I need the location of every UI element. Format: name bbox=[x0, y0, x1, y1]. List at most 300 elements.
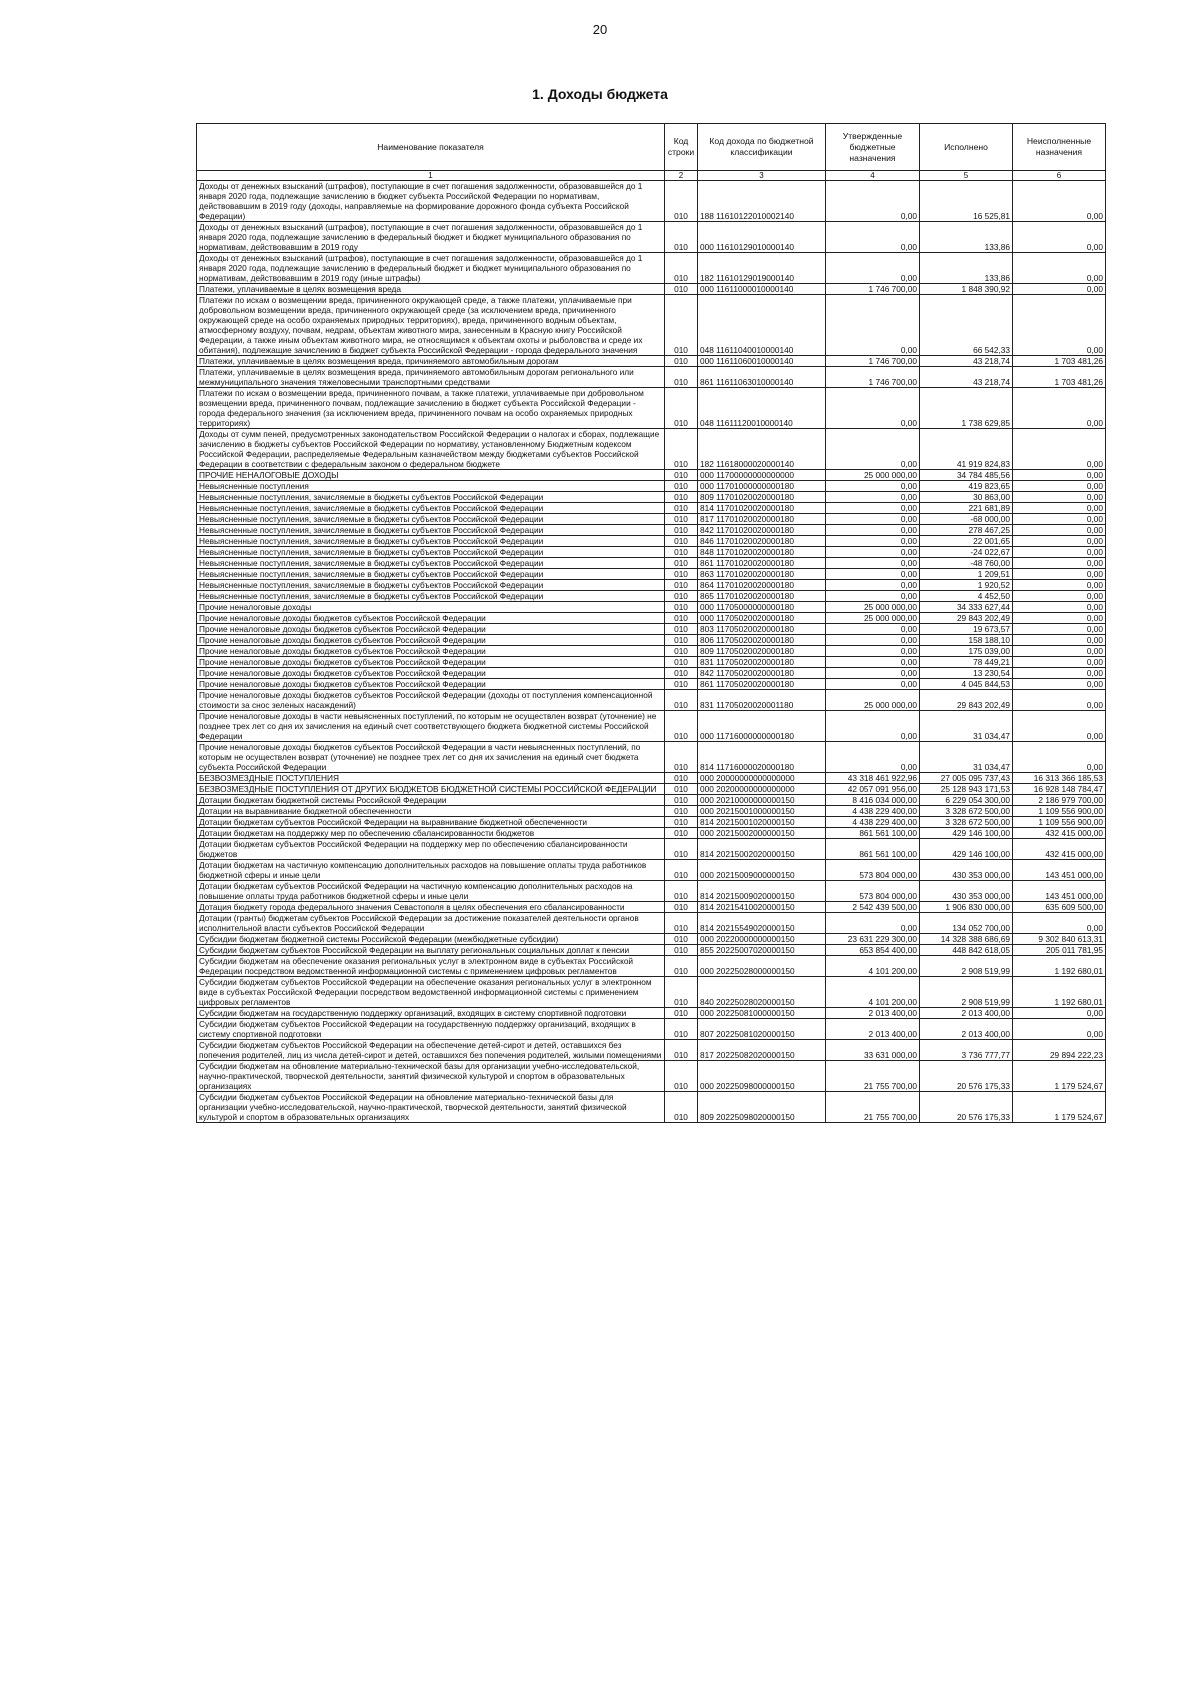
cell-unexecuted: 0,00 bbox=[1013, 525, 1106, 536]
cell-classification-code: 865 11701020020000180 bbox=[698, 591, 826, 602]
table-row bbox=[197, 613, 1106, 624]
table-row bbox=[197, 602, 1106, 613]
cell-classification-code: 814 11716000020000180 bbox=[698, 742, 826, 773]
cell-classification-code: 846 11701020020000180 bbox=[698, 536, 826, 547]
cell-unexecuted: 1 192 680,01 bbox=[1013, 977, 1106, 1008]
cell-approved: 4 101 200,00 bbox=[826, 956, 920, 977]
table-row bbox=[197, 711, 1106, 742]
cell-line-code: 010 bbox=[665, 503, 698, 514]
cell-executed: 430 353 000,00 bbox=[920, 881, 1013, 902]
cell-approved: 0,00 bbox=[826, 503, 920, 514]
cell-classification-code: 188 11610122010002140 bbox=[698, 181, 826, 222]
cell-approved: 0,00 bbox=[826, 514, 920, 525]
cell-classification-code: 814 20215549020000150 bbox=[698, 913, 826, 934]
cell-classification-code: 814 20215009020000150 bbox=[698, 881, 826, 902]
cell-indicator-name: Невыясненные поступления, зачисляемые в бюджеты субъектов Российской Федерации bbox=[197, 492, 665, 503]
cell-executed: 158 188,10 bbox=[920, 635, 1013, 646]
cell-unexecuted: 0,00 bbox=[1013, 602, 1106, 613]
cell-unexecuted: 2 186 979 700,00 bbox=[1013, 795, 1106, 806]
cell-line-code: 010 bbox=[665, 956, 698, 977]
table-header bbox=[197, 124, 1106, 181]
cell-indicator-name: Прочие неналоговые доходы бюджетов субъектов Российской Федерации bbox=[197, 657, 665, 668]
cell-approved: 0,00 bbox=[826, 295, 920, 356]
cell-classification-code: 842 11701020020000180 bbox=[698, 525, 826, 536]
cell-unexecuted: 0,00 bbox=[1013, 388, 1106, 429]
cell-executed: -68 000,00 bbox=[920, 514, 1013, 525]
cell-line-code: 010 bbox=[665, 806, 698, 817]
header-indicator-name: Наименование показателя bbox=[197, 124, 665, 171]
cell-line-code: 010 bbox=[665, 284, 698, 295]
cell-line-code: 010 bbox=[665, 679, 698, 690]
cell-indicator-name: Прочие неналоговые доходы бюджетов субъектов Российской Федерации bbox=[197, 613, 665, 624]
table-row bbox=[197, 956, 1106, 977]
table-row bbox=[197, 492, 1106, 503]
cell-executed: 2 908 519,99 bbox=[920, 956, 1013, 977]
cell-executed: 16 525,81 bbox=[920, 181, 1013, 222]
cell-approved: 4 438 229 400,00 bbox=[826, 806, 920, 817]
cell-line-code: 010 bbox=[665, 839, 698, 860]
table-row bbox=[197, 945, 1106, 956]
table-row bbox=[197, 356, 1106, 367]
cell-classification-code: 000 11700000000000000 bbox=[698, 470, 826, 481]
cell-unexecuted: 1 192 680,01 bbox=[1013, 956, 1106, 977]
cell-classification-code: 000 20220000000000150 bbox=[698, 934, 826, 945]
table-row bbox=[197, 536, 1106, 547]
cell-classification-code: 855 20225007020000150 bbox=[698, 945, 826, 956]
cell-unexecuted: 0,00 bbox=[1013, 569, 1106, 580]
cell-executed: 1 906 830 000,00 bbox=[920, 902, 1013, 913]
cell-approved: 25 000 000,00 bbox=[826, 602, 920, 613]
table-row bbox=[197, 773, 1106, 784]
cell-approved: 2 013 400,00 bbox=[826, 1008, 920, 1019]
cell-classification-code: 000 11716000000000180 bbox=[698, 711, 826, 742]
cell-classification-code: 809 20225098020000150 bbox=[698, 1092, 826, 1123]
cell-line-code: 010 bbox=[665, 817, 698, 828]
cell-unexecuted: 0,00 bbox=[1013, 253, 1106, 284]
cell-unexecuted: 0,00 bbox=[1013, 181, 1106, 222]
cell-indicator-name: ПРОЧИЕ НЕНАЛОГОВЫЕ ДОХОДЫ bbox=[197, 470, 665, 481]
cell-unexecuted: 0,00 bbox=[1013, 481, 1106, 492]
table-row bbox=[197, 828, 1106, 839]
table-row bbox=[197, 977, 1106, 1008]
cell-executed: 13 230,54 bbox=[920, 668, 1013, 679]
cell-classification-code: 848 11701020020000180 bbox=[698, 547, 826, 558]
cell-classification-code: 817 11701020020000180 bbox=[698, 514, 826, 525]
cell-indicator-name: Невыясненные поступления, зачисляемые в бюджеты субъектов Российской Федерации bbox=[197, 547, 665, 558]
cell-line-code: 010 bbox=[665, 902, 698, 913]
cell-unexecuted: 0,00 bbox=[1013, 742, 1106, 773]
cell-line-code: 010 bbox=[665, 657, 698, 668]
table-row bbox=[197, 860, 1106, 881]
table-row bbox=[197, 881, 1106, 902]
cell-executed: 6 229 054 300,00 bbox=[920, 795, 1013, 806]
table-row bbox=[197, 481, 1106, 492]
table-row bbox=[197, 1092, 1106, 1123]
cell-line-code: 010 bbox=[665, 881, 698, 902]
cell-classification-code: 861 11611063010000140 bbox=[698, 367, 826, 388]
cell-approved: 1 746 700,00 bbox=[826, 356, 920, 367]
cell-approved: 33 631 000,00 bbox=[826, 1040, 920, 1061]
cell-approved: 42 057 091 956,00 bbox=[826, 784, 920, 795]
cell-line-code: 010 bbox=[665, 181, 698, 222]
cell-executed: 2 013 400,00 bbox=[920, 1008, 1013, 1019]
cell-unexecuted: 0,00 bbox=[1013, 284, 1106, 295]
cell-indicator-name: Субсидии бюджетам на обновление материально-технической базы для организации учебно-исследовательской, научно-практической, творческой деятельности, занятий физической культурой и спортом в образовательных организациях bbox=[197, 1061, 665, 1092]
cell-line-code: 010 bbox=[665, 569, 698, 580]
cell-indicator-name: Прочие неналоговые доходы бюджетов субъектов Российской Федерации bbox=[197, 624, 665, 635]
table-row bbox=[197, 558, 1106, 569]
cell-line-code: 010 bbox=[665, 536, 698, 547]
cell-indicator-name: Доходы от сумм пеней, предусмотренных законодательством Российской Федерации о налогах и сборах, подлежащие зачислению в бюджеты субъектов Российской Федерации по нормативу, установленному Бюджетным кодексом Российской Федерации, распределяемые Федеральным казначейством между бюджетами субъектов Российской Федерации в соответствии с федеральным законом о федеральном бюджете bbox=[197, 429, 665, 470]
cell-line-code: 010 bbox=[665, 388, 698, 429]
cell-unexecuted: 1 179 524,67 bbox=[1013, 1092, 1106, 1123]
cell-indicator-name: БЕЗВОЗМЕЗДНЫЕ ПОСТУПЛЕНИЯ ОТ ДРУГИХ БЮДЖЕТОВ БЮДЖЕТНОЙ СИСТЕМЫ РОССИЙСКОЙ ФЕДЕРАЦИИ bbox=[197, 784, 665, 795]
header-number: 6 bbox=[1013, 171, 1106, 181]
cell-classification-code: 863 11701020020000180 bbox=[698, 569, 826, 580]
cell-executed: 27 005 095 737,43 bbox=[920, 773, 1013, 784]
cell-approved: 21 755 700,00 bbox=[826, 1061, 920, 1092]
cell-executed: 31 034,47 bbox=[920, 742, 1013, 773]
cell-indicator-name: Платежи, уплачиваемые в целях возмещения вреда, причиняемого автомобильным дорогам регионального или межмуниципального значения тяжеловесными транспортными средствами bbox=[197, 367, 665, 388]
cell-line-code: 010 bbox=[665, 1019, 698, 1040]
table-row bbox=[197, 839, 1106, 860]
cell-line-code: 010 bbox=[665, 668, 698, 679]
cell-executed: 14 328 388 686,69 bbox=[920, 934, 1013, 945]
table-row bbox=[197, 569, 1106, 580]
cell-unexecuted: 0,00 bbox=[1013, 711, 1106, 742]
table-row bbox=[197, 1008, 1106, 1019]
cell-indicator-name: Платежи, уплачиваемые в целях возмещения вреда, причиняемого автомобильным дорогам bbox=[197, 356, 665, 367]
cell-indicator-name: Дотации бюджетам на частичную компенсацию дополнительных расходов на повышение оплаты труда работников бюджетной сферы и иные цели bbox=[197, 860, 665, 881]
table-row bbox=[197, 514, 1106, 525]
cell-approved: 2 013 400,00 bbox=[826, 1019, 920, 1040]
cell-executed: 133,86 bbox=[920, 222, 1013, 253]
cell-indicator-name: Прочие неналоговые доходы бюджетов субъектов Российской Федерации bbox=[197, 646, 665, 657]
cell-executed: 19 673,57 bbox=[920, 624, 1013, 635]
cell-classification-code: 000 20225081000000150 bbox=[698, 1008, 826, 1019]
table-row bbox=[197, 388, 1106, 429]
cell-unexecuted: 0,00 bbox=[1013, 429, 1106, 470]
cell-indicator-name: Невыясненные поступления, зачисляемые в бюджеты субъектов Российской Федерации bbox=[197, 514, 665, 525]
cell-unexecuted: 0,00 bbox=[1013, 514, 1106, 525]
table-row bbox=[197, 690, 1106, 711]
cell-line-code: 010 bbox=[665, 913, 698, 934]
cell-indicator-name: Доходы от денежных взысканий (штрафов), поступающие в счет погашения задолженности, образовавшейся до 1 января 2020 года, подлежащие зачислению в федеральный бюджет и бюджет муниципального образования по нормативам, действовавшим в 2019 году bbox=[197, 222, 665, 253]
cell-unexecuted: 0,00 bbox=[1013, 690, 1106, 711]
cell-classification-code: 840 20225028020000150 bbox=[698, 977, 826, 1008]
cell-approved: 43 318 461 922,96 bbox=[826, 773, 920, 784]
cell-classification-code: 817 20225082020000150 bbox=[698, 1040, 826, 1061]
cell-executed: 43 218,74 bbox=[920, 356, 1013, 367]
cell-line-code: 010 bbox=[665, 784, 698, 795]
cell-line-code: 010 bbox=[665, 470, 698, 481]
cell-classification-code: 000 11611000010000140 bbox=[698, 284, 826, 295]
cell-executed: 29 843 202,49 bbox=[920, 613, 1013, 624]
cell-unexecuted: 0,00 bbox=[1013, 913, 1106, 934]
cell-approved: 0,00 bbox=[826, 913, 920, 934]
cell-classification-code: 831 11705020020000180 bbox=[698, 657, 826, 668]
cell-approved: 0,00 bbox=[826, 547, 920, 558]
cell-classification-code: 000 20215009000000150 bbox=[698, 860, 826, 881]
cell-line-code: 010 bbox=[665, 367, 698, 388]
cell-approved: 0,00 bbox=[826, 253, 920, 284]
cell-indicator-name: Невыясненные поступления bbox=[197, 481, 665, 492]
header-row bbox=[197, 124, 1106, 171]
cell-line-code: 010 bbox=[665, 1092, 698, 1123]
cell-approved: 0,00 bbox=[826, 635, 920, 646]
table-row bbox=[197, 547, 1106, 558]
cell-approved: 0,00 bbox=[826, 492, 920, 503]
cell-executed: 29 843 202,49 bbox=[920, 690, 1013, 711]
cell-indicator-name: Дотации бюджетам субъектов Российской Федерации на выравнивание бюджетной обеспеченности bbox=[197, 817, 665, 828]
cell-approved: 0,00 bbox=[826, 679, 920, 690]
cell-indicator-name: Прочие неналоговые доходы бюджетов субъектов Российской Федерации bbox=[197, 679, 665, 690]
cell-unexecuted: 0,00 bbox=[1013, 668, 1106, 679]
cell-classification-code: 803 11705020020000180 bbox=[698, 624, 826, 635]
cell-approved: 653 854 400,00 bbox=[826, 945, 920, 956]
cell-line-code: 010 bbox=[665, 429, 698, 470]
table-row bbox=[197, 913, 1106, 934]
cell-approved: 0,00 bbox=[826, 536, 920, 547]
cell-unexecuted: 0,00 bbox=[1013, 580, 1106, 591]
header-classification-code: Код дохода по бюджетной классификации bbox=[698, 124, 826, 171]
cell-executed: 66 542,33 bbox=[920, 295, 1013, 356]
cell-executed: 3 328 672 500,00 bbox=[920, 817, 1013, 828]
cell-classification-code: 814 20215410020000150 bbox=[698, 902, 826, 913]
cell-classification-code: 000 11705020020000180 bbox=[698, 613, 826, 624]
cell-indicator-name: Невыясненные поступления, зачисляемые в бюджеты субъектов Российской Федерации bbox=[197, 569, 665, 580]
header-executed: Исполнено bbox=[920, 124, 1013, 171]
cell-classification-code: 814 11701020020000180 bbox=[698, 503, 826, 514]
cell-line-code: 010 bbox=[665, 580, 698, 591]
cell-classification-code: 000 20215002000000150 bbox=[698, 828, 826, 839]
cell-indicator-name: Субсидии бюджетам субъектов Российской Федерации на обновление материально-технической базы для организации учебно-исследовательской, научно-практической, творческой деятельности, занятий физической культурой и спортом в образовательных организациях bbox=[197, 1092, 665, 1123]
table-row bbox=[197, 1019, 1106, 1040]
table-row bbox=[197, 657, 1106, 668]
cell-executed: 4 045 844,53 bbox=[920, 679, 1013, 690]
cell-approved: 573 804 000,00 bbox=[826, 860, 920, 881]
cell-line-code: 010 bbox=[665, 547, 698, 558]
cell-line-code: 010 bbox=[665, 525, 698, 536]
cell-classification-code: 000 20000000000000000 bbox=[698, 773, 826, 784]
header-number: 3 bbox=[698, 171, 826, 181]
table-row bbox=[197, 1040, 1106, 1061]
table-row bbox=[197, 503, 1106, 514]
cell-approved: 0,00 bbox=[826, 657, 920, 668]
cell-executed: 2 013 400,00 bbox=[920, 1019, 1013, 1040]
table-row bbox=[197, 902, 1106, 913]
cell-classification-code: 861 11701020020000180 bbox=[698, 558, 826, 569]
header-approved: Утвержденные бюджетные назначения bbox=[826, 124, 920, 171]
cell-classification-code: 806 11705020020000180 bbox=[698, 635, 826, 646]
cell-approved: 0,00 bbox=[826, 646, 920, 657]
cell-executed: 34 333 627,44 bbox=[920, 602, 1013, 613]
cell-unexecuted: 9 302 840 613,31 bbox=[1013, 934, 1106, 945]
header-number: 5 bbox=[920, 171, 1013, 181]
cell-indicator-name: Невыясненные поступления, зачисляемые в бюджеты субъектов Российской Федерации bbox=[197, 503, 665, 514]
cell-indicator-name: Дотации бюджетам бюджетной системы Российской Федерации bbox=[197, 795, 665, 806]
cell-indicator-name: Прочие неналоговые доходы бюджетов субъектов Российской Федерации bbox=[197, 635, 665, 646]
cell-indicator-name: Субсидии бюджетам субъектов Российской Федерации на выплату региональных социальных доплат к пенсии bbox=[197, 945, 665, 956]
cell-classification-code: 000 11705000000000180 bbox=[698, 602, 826, 613]
cell-indicator-name: Платежи, уплачиваемые в целях возмещения вреда bbox=[197, 284, 665, 295]
cell-classification-code: 000 20215001000000150 bbox=[698, 806, 826, 817]
table-row bbox=[197, 934, 1106, 945]
cell-executed: 43 218,74 bbox=[920, 367, 1013, 388]
page-number: 20 bbox=[592, 22, 608, 37]
table-row bbox=[197, 470, 1106, 481]
cell-unexecuted: 0,00 bbox=[1013, 657, 1106, 668]
table-row bbox=[197, 367, 1106, 388]
cell-classification-code: 000 20225028000000150 bbox=[698, 956, 826, 977]
cell-classification-code: 807 20225081020000150 bbox=[698, 1019, 826, 1040]
cell-approved: 0,00 bbox=[826, 742, 920, 773]
header-number: 1 bbox=[197, 171, 665, 181]
cell-unexecuted: 1 703 481,26 bbox=[1013, 367, 1106, 388]
cell-unexecuted: 29 894 222,23 bbox=[1013, 1040, 1106, 1061]
cell-approved: 861 561 100,00 bbox=[826, 828, 920, 839]
cell-executed: 3 736 777,77 bbox=[920, 1040, 1013, 1061]
cell-indicator-name: Невыясненные поступления, зачисляемые в бюджеты субъектов Российской Федерации bbox=[197, 525, 665, 536]
header-number: 4 bbox=[826, 171, 920, 181]
cell-indicator-name: Прочие неналоговые доходы bbox=[197, 602, 665, 613]
cell-indicator-name: Прочие неналоговые доходы бюджетов субъектов Российской Федерации в части невыясненных поступлений, по которым не осуществлен возврат (уточнение) не позднее трех лет со дня их зачисления на единый счет бюджета субъекта Российской Федерации bbox=[197, 742, 665, 773]
cell-executed: 278 467,25 bbox=[920, 525, 1013, 536]
cell-indicator-name: Субсидии бюджетам на обеспечение оказания региональных услуг в электронном виде в субъектах Российской Федерации посредством ведомственной информационной системы с применением цифровых регламентов bbox=[197, 956, 665, 977]
cell-line-code: 010 bbox=[665, 646, 698, 657]
cell-executed: 175 039,00 bbox=[920, 646, 1013, 657]
cell-line-code: 010 bbox=[665, 492, 698, 503]
cell-line-code: 010 bbox=[665, 253, 698, 284]
cell-approved: 0,00 bbox=[826, 181, 920, 222]
cell-executed: 1 209,51 bbox=[920, 569, 1013, 580]
cell-unexecuted: 432 415 000,00 bbox=[1013, 828, 1106, 839]
cell-unexecuted: 0,00 bbox=[1013, 470, 1106, 481]
cell-indicator-name: Прочие неналоговые доходы бюджетов субъектов Российской Федерации bbox=[197, 668, 665, 679]
cell-unexecuted: 1 109 556 900,00 bbox=[1013, 806, 1106, 817]
cell-executed: 134 052 700,00 bbox=[920, 913, 1013, 934]
cell-line-code: 010 bbox=[665, 711, 698, 742]
cell-indicator-name: Дотации бюджетам субъектов Российской Федерации на частичную компенсацию дополнительных расходов на повышение оплаты труда работников бюджетной сферы и иные цели bbox=[197, 881, 665, 902]
cell-classification-code: 182 11610129019000140 bbox=[698, 253, 826, 284]
cell-executed: 419 823,65 bbox=[920, 481, 1013, 492]
cell-approved: 0,00 bbox=[826, 481, 920, 492]
cell-classification-code: 000 11611060010000140 bbox=[698, 356, 826, 367]
cell-approved: 0,00 bbox=[826, 668, 920, 679]
cell-line-code: 010 bbox=[665, 828, 698, 839]
cell-approved: 0,00 bbox=[826, 624, 920, 635]
table-row bbox=[197, 591, 1106, 602]
cell-approved: 1 746 700,00 bbox=[826, 284, 920, 295]
cell-executed: 429 146 100,00 bbox=[920, 828, 1013, 839]
cell-classification-code: 831 11705020020001180 bbox=[698, 690, 826, 711]
table-row bbox=[197, 253, 1106, 284]
cell-indicator-name: Дотации на выравнивание бюджетной обеспеченности bbox=[197, 806, 665, 817]
cell-classification-code: 861 11705020020000180 bbox=[698, 679, 826, 690]
cell-approved: 861 561 100,00 bbox=[826, 839, 920, 860]
cell-indicator-name: Прочие неналоговые доходы в части невыясненных поступлений, по которым не осуществлен возврат (уточнение) не позднее трех лет со дня их зачисления на единый счет соответствующего бюджета бюджетной системы Российской Федерации bbox=[197, 711, 665, 742]
cell-approved: 8 416 034 000,00 bbox=[826, 795, 920, 806]
cell-executed: 41 919 824,83 bbox=[920, 429, 1013, 470]
cell-indicator-name: Субсидии бюджетам бюджетной системы Российской Федерации (межбюджетные субсидии) bbox=[197, 934, 665, 945]
cell-executed: 3 328 672 500,00 bbox=[920, 806, 1013, 817]
cell-unexecuted: 205 011 781,95 bbox=[1013, 945, 1106, 956]
cell-line-code: 010 bbox=[665, 613, 698, 624]
cell-executed: 133,86 bbox=[920, 253, 1013, 284]
cell-indicator-name: Прочие неналоговые доходы бюджетов субъектов Российской Федерации (доходы от поступления компенсационной стоимости за снос зеленых насаждений) bbox=[197, 690, 665, 711]
cell-unexecuted: 0,00 bbox=[1013, 222, 1106, 253]
cell-approved: 0,00 bbox=[826, 525, 920, 536]
cell-indicator-name: Платежи по искам о возмещении вреда, причиненного окружающей среде, а также платежи, уплачиваемые при добровольном возмещении вреда, причиненного окружающей среде (за исключением вреда, причиненного окружающей среде на особо охраняемых природных территориях), вреда, причиненного водным объектам, атмосферному воздуху, почвам, недрам, объектам животного мира, занесенным в Красную книгу Российской Федерации, а также иным объектам животного мира, не относящимся к объектам охоты и рыболовства и среде их обитания), подлежащие зачислению в бюджет субъекта Российской Федерации - города федерального значения bbox=[197, 295, 665, 356]
header-unexecuted: Неисполненные назначения bbox=[1013, 124, 1106, 171]
cell-executed: 429 146 100,00 bbox=[920, 839, 1013, 860]
cell-unexecuted: 1 109 556 900,00 bbox=[1013, 817, 1106, 828]
table-row bbox=[197, 1061, 1106, 1092]
table-body bbox=[197, 181, 1106, 1123]
cell-unexecuted: 16 928 148 784,47 bbox=[1013, 784, 1106, 795]
cell-executed: 1 920,52 bbox=[920, 580, 1013, 591]
cell-line-code: 010 bbox=[665, 602, 698, 613]
table-row bbox=[197, 624, 1106, 635]
cell-line-code: 010 bbox=[665, 481, 698, 492]
cell-classification-code: 814 20215001020000150 bbox=[698, 817, 826, 828]
cell-executed: 20 576 175,33 bbox=[920, 1061, 1013, 1092]
cell-line-code: 010 bbox=[665, 635, 698, 646]
table-row bbox=[197, 806, 1106, 817]
cell-classification-code: 000 20200000000000000 bbox=[698, 784, 826, 795]
cell-executed: 430 353 000,00 bbox=[920, 860, 1013, 881]
cell-line-code: 010 bbox=[665, 514, 698, 525]
table-row bbox=[197, 817, 1106, 828]
cell-line-code: 010 bbox=[665, 690, 698, 711]
cell-unexecuted: 0,00 bbox=[1013, 1008, 1106, 1019]
cell-line-code: 010 bbox=[665, 742, 698, 773]
cell-unexecuted: 0,00 bbox=[1013, 679, 1106, 690]
cell-classification-code: 000 11610129010000140 bbox=[698, 222, 826, 253]
cell-indicator-name: Субсидии бюджетам субъектов Российской Федерации на обеспечение оказания региональных услуг в электронном виде в субъектах Российской Федерации посредством ведомственной информационной системы с применением цифровых регламентов bbox=[197, 977, 665, 1008]
cell-executed: 20 576 175,33 bbox=[920, 1092, 1013, 1123]
cell-unexecuted: 1 703 481,26 bbox=[1013, 356, 1106, 367]
cell-executed: 30 863,00 bbox=[920, 492, 1013, 503]
table-row bbox=[197, 181, 1106, 222]
header-line-code: Код строки bbox=[665, 124, 698, 171]
header-number-row bbox=[197, 171, 1106, 181]
cell-unexecuted: 0,00 bbox=[1013, 624, 1106, 635]
cell-approved: 21 755 700,00 bbox=[826, 1092, 920, 1123]
cell-unexecuted: 0,00 bbox=[1013, 536, 1106, 547]
cell-executed: 4 452,50 bbox=[920, 591, 1013, 602]
cell-line-code: 010 bbox=[665, 795, 698, 806]
cell-approved: 0,00 bbox=[826, 388, 920, 429]
page-title: 1. Доходы бюджета bbox=[532, 86, 668, 102]
cell-approved: 23 631 229 300,00 bbox=[826, 934, 920, 945]
cell-unexecuted: 0,00 bbox=[1013, 492, 1106, 503]
table-row bbox=[197, 295, 1106, 356]
table-row bbox=[197, 679, 1106, 690]
cell-approved: 0,00 bbox=[826, 558, 920, 569]
cell-unexecuted: 0,00 bbox=[1013, 613, 1106, 624]
cell-line-code: 010 bbox=[665, 356, 698, 367]
cell-line-code: 010 bbox=[665, 1061, 698, 1092]
cell-classification-code: 809 11705020020000180 bbox=[698, 646, 826, 657]
cell-approved: 0,00 bbox=[826, 591, 920, 602]
cell-indicator-name: БЕЗВОЗМЕЗДНЫЕ ПОСТУПЛЕНИЯ bbox=[197, 773, 665, 784]
table-row bbox=[197, 635, 1106, 646]
cell-unexecuted: 143 451 000,00 bbox=[1013, 860, 1106, 881]
cell-unexecuted: 0,00 bbox=[1013, 558, 1106, 569]
cell-classification-code: 864 11701020020000180 bbox=[698, 580, 826, 591]
cell-executed: 1 738 629,85 bbox=[920, 388, 1013, 429]
